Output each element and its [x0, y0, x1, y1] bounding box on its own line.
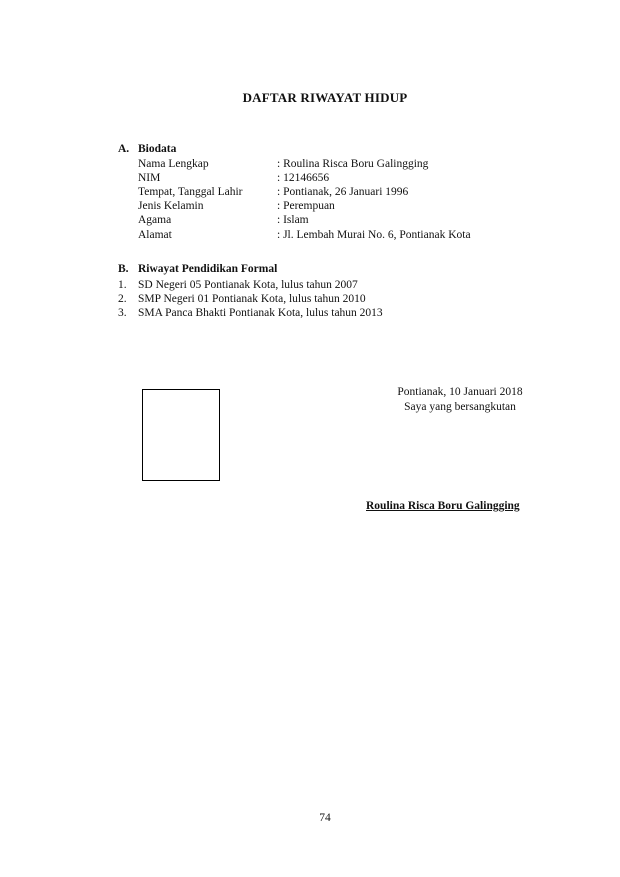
document-title: DAFTAR RIWAYAT HIDUP: [242, 90, 408, 105]
biodata-label: NIM: [138, 172, 161, 184]
section-letter: B.: [118, 263, 129, 275]
biodata-value: : Jl. Lembah Murai No. 6, Pontianak Kota: [277, 229, 471, 241]
biodata-row-name: [138, 157, 428, 171]
biodata-value: : Islam: [277, 214, 309, 226]
biodata-label: Tempat, Tanggal Lahir: [138, 186, 243, 198]
education-number: 2.: [118, 293, 127, 305]
biodata-value: : Perempuan: [277, 200, 335, 212]
education-heading: [118, 263, 277, 275]
signature-statement: Saya yang bersangkutan: [404, 401, 516, 413]
education-number: 1.: [118, 279, 127, 291]
biodata-value: : Pontianak, 26 Januari 1996: [277, 186, 409, 198]
biodata-value: : 12146656: [277, 172, 330, 184]
section-letter: A.: [118, 143, 130, 155]
biodata-row-religion: [138, 213, 309, 227]
education-item: [118, 278, 358, 292]
biodata-label: Alamat: [138, 229, 172, 241]
biodata-row-gender: [138, 199, 335, 213]
education-text: SD Negeri 05 Pontianak Kota, lulus tahun 2007: [138, 279, 358, 291]
biodata-row-nim: [138, 171, 329, 185]
biodata-label: Jenis Kelamin: [138, 200, 204, 212]
biodata-heading: [118, 143, 176, 155]
signature-name: Roulina Risca Boru Galingging: [366, 500, 520, 512]
biodata-row-address: [138, 228, 471, 242]
biodata-label: Agama: [138, 214, 172, 226]
signature-place-date: Pontianak, 10 Januari 2018: [397, 386, 523, 398]
education-text: SMP Negeri 01 Pontianak Kota, lulus tahun 2010: [138, 293, 366, 305]
section-title: Biodata: [138, 143, 177, 155]
biodata-value: : Roulina Risca Boru Galingging: [277, 158, 429, 170]
biodata-label: Nama Lengkap: [138, 158, 209, 170]
education-item: [118, 306, 383, 320]
page-number: 74: [319, 812, 331, 824]
education-number: 3.: [118, 307, 127, 319]
photo-placeholder: [142, 389, 220, 481]
section-title: Riwayat Pendidikan Formal: [138, 263, 278, 275]
biodata-row-birth: [138, 185, 408, 199]
education-text: SMA Panca Bhakti Pontianak Kota, lulus tahun 2013: [138, 307, 383, 319]
education-item: [118, 292, 366, 306]
